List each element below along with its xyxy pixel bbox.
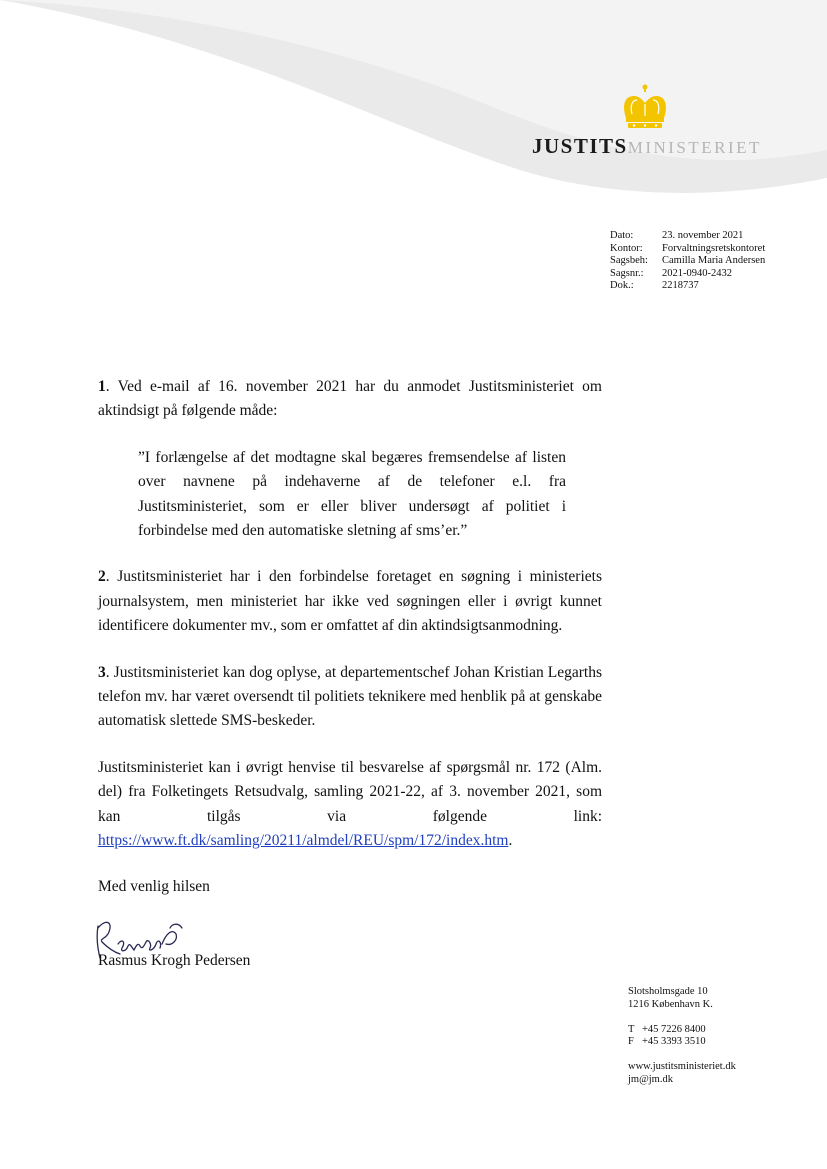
phone-row [628,1024,736,1037]
block-quote: ”I forlængelse af det modtagne skal begæres fremsendelse af listen over navnene på indehaverne af de telefoner e.l. fra Justitsministeriet, som er eller bliver undersøgt af politiet i forbindelse med den automatiske sletning af sms’er.” [138,448,566,540]
paragraph-3 [98,661,602,734]
address-line: Slotsholmsgade 10 [628,986,708,997]
crown-icon [616,84,674,130]
email-link[interactable]: jm@jm.dk [628,1073,673,1085]
meta-row-dato [610,230,765,243]
paragraph-number: 2 [98,568,106,586]
meta-label: Sagsnr.: [610,267,644,279]
meta-row-sagsnr [610,268,765,281]
logo-word-justits: JUSTITS [532,134,628,158]
meta-label: Dok.: [610,280,634,292]
fax-key: F [628,1036,634,1048]
logo-word-ministeriet: MINISTERIET [627,138,762,157]
paragraph-1 [98,375,602,424]
paragraph-text: Justitsministeriet kan i øvrigt henvise til besvarelse af spørgsmål nr. 172 (Alm. del) fra Folketingets Retsudvalg, samling 2021-22, af 3. november 2021, som kan tilgås via følgende link: [98,758,602,825]
address-line: 1216 København K. [628,998,713,1010]
paragraph-number: 1 [98,378,106,395]
meta-value: Camilla Maria Andersen [662,255,766,267]
website-link[interactable]: www.justitsministeriet.dk [628,1061,736,1073]
phone-key: T [628,1023,635,1035]
closing-greeting: Med venlig hilsen [98,878,210,895]
paragraph-number: 3 [98,663,106,681]
header-swoosh [0,0,827,230]
meta-label: Kontor: [610,242,643,254]
signer-name: Rasmus Krogh Pedersen [98,952,251,969]
phone-number: +45 7226 8400 [642,1023,706,1035]
paragraph-end: . [508,832,513,850]
meta-row-sagsbeh [610,255,765,268]
ministry-logo [532,134,762,159]
meta-label: Sagsbeh: [610,255,648,267]
ft-dk-link[interactable]: https://www.ft.dk/samling/20211/almdel/REU/spm/172/index.htm [98,832,509,850]
meta-value: 2218737 [662,280,699,292]
meta-row-dok [610,280,765,293]
fax-row [628,1036,736,1049]
footer-phones [628,1024,736,1050]
paragraph-text: . Justitsministeriet kan dog oplyse, at departementschef Johan Kristian Legarths telefon mv. har været oversendt til politiets teknikere med henblik på at genskabe automatisk slettede SMS-beskeder. [98,663,602,730]
fax-number: +45 3393 3510 [642,1036,706,1048]
paragraph-text: . Ved e-mail af 16. november 2021 har du anmodet Justitsministeriet om aktindsigt på følgende måde: [98,378,602,420]
footer-contact [628,986,736,1099]
meta-value: 2021-0940-2432 [662,267,732,279]
meta-label: Dato: [610,230,634,241]
footer-address [628,986,736,1012]
paragraph-4 [98,756,602,854]
meta-value: Forvaltningsretskontoret [662,242,766,254]
letter-body [98,375,602,876]
case-metadata [610,230,765,293]
paragraph-text: . Justitsministeriet har i den forbindelse foretaget en søgning i ministeriets journalsystem, men ministeriet har ikke ved søgningen eller i øvrigt kunnet identificere dokumenter mv., som er omfattet af din aktindsigtsanmodning. [98,568,602,635]
paragraph-2 [98,565,602,638]
meta-row-kontor [610,243,765,256]
footer-online [628,1061,736,1087]
meta-value: 23. november 2021 [662,230,744,241]
